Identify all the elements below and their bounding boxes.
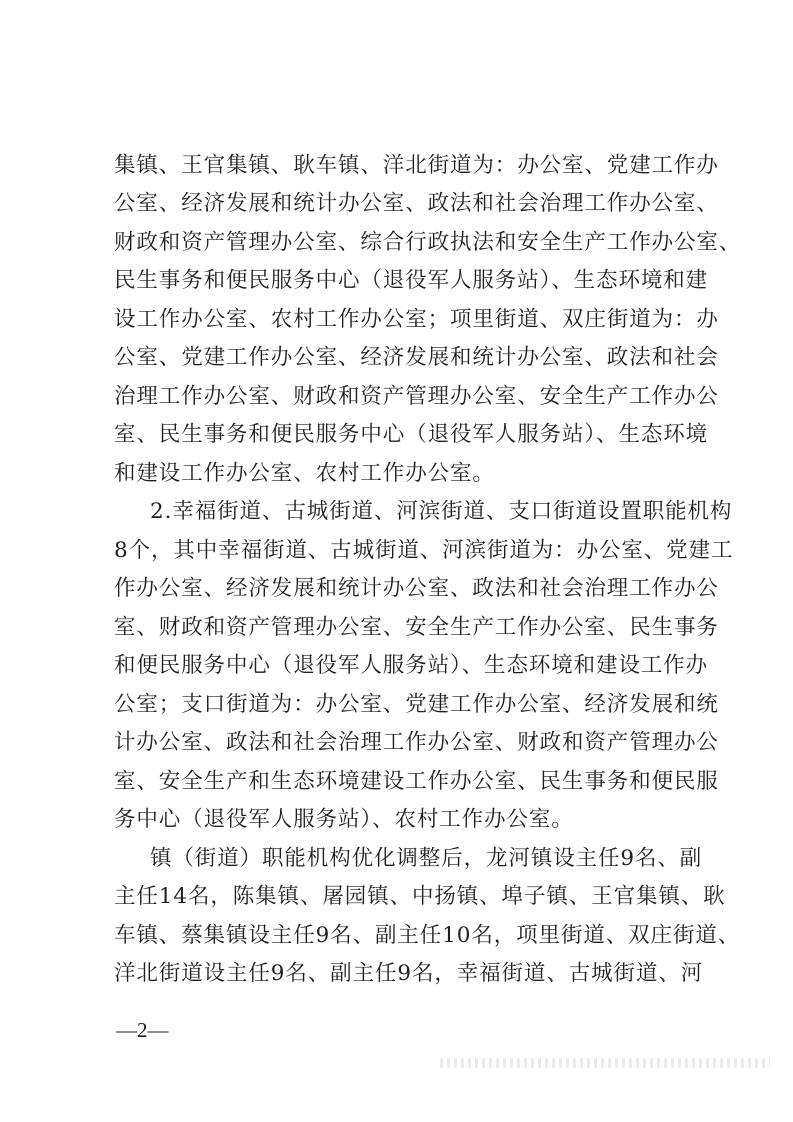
text-line: 集镇、王官集镇、耿车镇、洋北街道为：办公室、党建工作办 xyxy=(114,153,719,178)
text-line: 作办公室、经济发展和统计办公室、政法和社会治理工作办公 xyxy=(114,576,719,601)
paragraph-start-line: 镇（街道）职能机构优化调整后，龙河镇设主任9名、副 xyxy=(150,846,703,871)
text-line: 设工作办公室、农村工作办公室；项里街道、双庄街道为：办 xyxy=(114,307,719,332)
text-line: 主任14名，陈集镇、屠园镇、中扬镇、埠子镇、王官集镇、耿 xyxy=(114,884,726,909)
paragraph-start-line: 2.幸福街道、古城街道、河滨街道、支口街道设置职能机构 xyxy=(150,499,733,524)
text-line: 公室；支口街道为：办公室、党建工作办公室、经济发展和统 xyxy=(114,692,719,717)
text-line: 和建设工作办公室、农村工作办公室。 xyxy=(114,461,495,486)
text-line: 治理工作办公室、财政和资产管理办公室、安全生产工作办公 xyxy=(114,384,719,409)
text-line: 务中心（退役军人服务站）、农村工作办公室。 xyxy=(114,807,574,832)
text-line: 和便民服务中心（退役军人服务站）、生态环境和建设工作办 xyxy=(114,653,709,678)
page-number: —2— xyxy=(116,1018,169,1042)
text-line: 公室、经济发展和统计办公室、政法和社会治理工作办公室、 xyxy=(114,191,719,216)
text-line: 洋北街道设主任9名、副主任9名，幸福街道、古城街道、河 xyxy=(114,961,704,986)
text-line: 民生事务和便民服务中心（退役军人服务站）、生态环境和建 xyxy=(114,268,709,293)
text-line: 室、安全生产和生态环境建设工作办公室、民生事务和便民服 xyxy=(114,769,719,794)
text-line: 车镇、蔡集镇设主任9名、副主任10名，项里街道、双庄街道、 xyxy=(114,923,741,948)
text-line: 室、民生事务和便民服务中心（退役军人服务站）、生态环境 xyxy=(114,422,709,447)
text-line: 财政和资产管理办公室、综合行政执法和安全生产工作办公室、 xyxy=(114,230,742,255)
text-line: 计办公室、政法和社会治理工作办公室、财政和资产管理办公 xyxy=(114,730,719,755)
text-line: 公室、党建工作办公室、经济发展和统计办公室、政法和社会 xyxy=(114,345,719,370)
text-line: 8个，其中幸福街道、古城街道、河滨街道为：办公室、党建工 xyxy=(114,538,734,563)
scan-artifact xyxy=(440,1058,770,1068)
text-line: 室、财政和资产管理办公室、安全生产工作办公室、民生事务 xyxy=(114,615,719,640)
